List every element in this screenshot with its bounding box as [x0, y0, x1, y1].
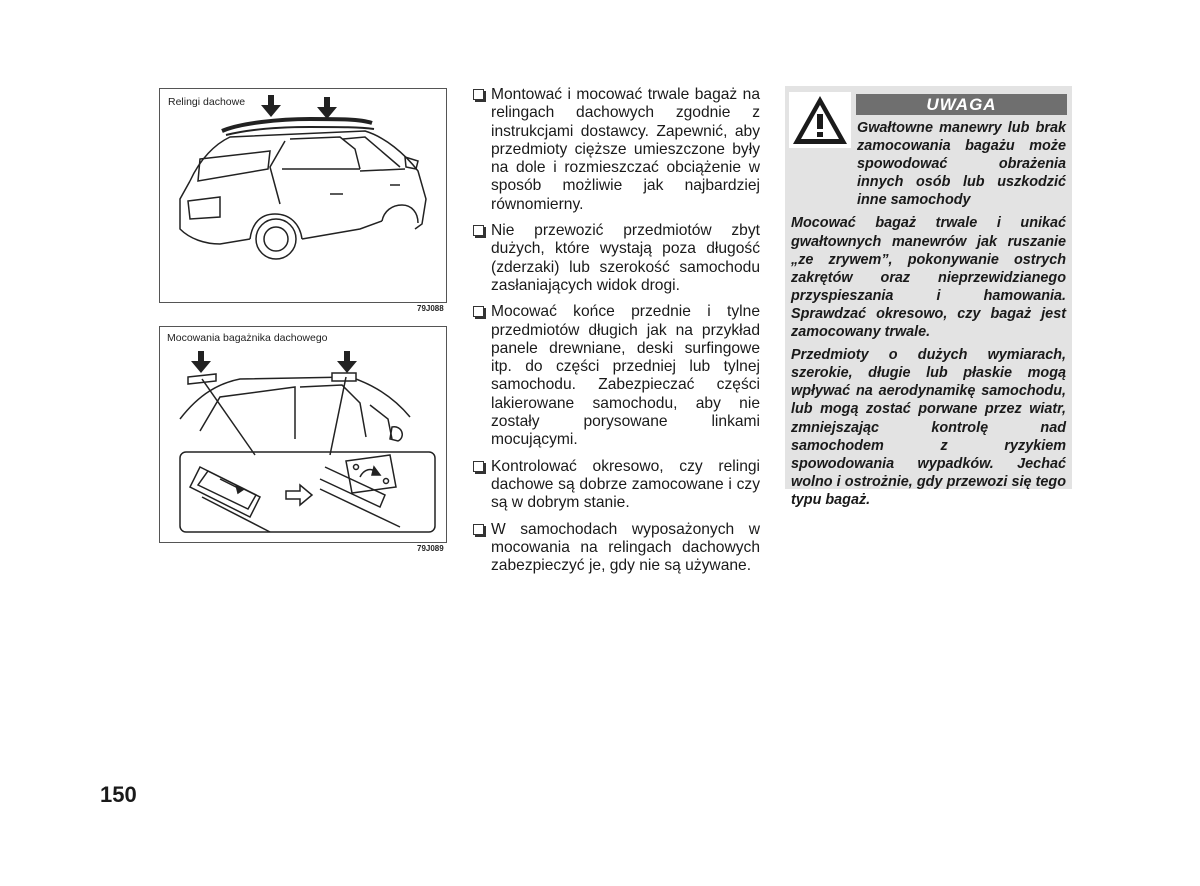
warning-title: UWAGA	[856, 94, 1067, 115]
instructions-list	[472, 86, 760, 583]
figure-roof-rack-mounts	[159, 326, 447, 543]
down-arrow-icon	[261, 95, 337, 119]
figure-caption: Mocowania bagażnika dachowego	[167, 332, 328, 344]
warning-paragraph: Przedmioty o dużych wymiarach, szerokie, długie lub płaskie mogą wpływać na aerodynamikę samochodu, lub mogą zostać porwane przez wiatr, zmniejszając kontrolę nad samochodem z ryzykiem spowodowania wypadków. Jechać wolno i ostrożnie, gdy przewozi się tego typu bagaż.	[791, 347, 1066, 508]
page-number: 150	[100, 782, 137, 807]
checkbox-bullet-icon	[473, 524, 484, 535]
roof-rack-mount-illustration	[160, 327, 446, 542]
warning-paragraph: Gwałtowne manewry lub brak zamocowania bagażu może spowodować obrażenia innych osób lub uszkodzić inne samochody	[857, 120, 1066, 209]
figure-code: 79J089	[417, 544, 444, 553]
figure-caption: Relingi dachowe	[168, 96, 246, 108]
figure-roof-rails	[159, 88, 447, 303]
checkbox-bullet-icon	[473, 225, 484, 236]
down-arrow-icon	[191, 351, 357, 373]
checkbox-bullet-icon	[473, 306, 484, 317]
list-item: Mocować końce przednie i tylne przedmiotów długich jak na przykład panele drewniane, deski surfingowe itp. do części przedniej lub tylnej samochodu. Zabezpieczać części lakierowane samochodu, aby nie zostały porysowane linkami mocującymi.	[472, 303, 760, 449]
warning-paragraph: Mocować bagaż trwale i unikać gwałtownych manewrów jak ruszanie „ze zrywem”, pokonywanie ostrych zakrętów oraz nieprzewidzianego przyspieszania i hamowania. Sprawdzać okresowo, czy bagaż jest zamocowany trwale.	[791, 215, 1066, 341]
list-item: Nie przewozić przedmiotów zbyt dużych, które wystają poza długość (zderzaki) lub szerokość samochodu zasłaniających widok drogi.	[472, 222, 760, 295]
warning-text	[791, 119, 1066, 514]
list-item: Kontrolować okresowo, czy relingi dachowe są dobrze zamocowane i czy są w dobrym stanie.	[472, 458, 760, 513]
car-roof-rails-illustration	[160, 89, 446, 302]
warning-box	[785, 86, 1072, 508]
list-item: W samochodach wyposażonych w mocowania na relingach dachowych zabezpieczyć je, gdy nie są używane.	[472, 521, 760, 576]
list-item: Montować i mocować trwale bagaż na relingach dachowych zgodnie z instrukcjami dostawcy. Zapewnić, aby przedmioty cięższe umieszczone były na dole i rozmieszczać obciążenie w sposób możliwie jak najbardziej równomierny.	[472, 86, 760, 214]
checkbox-bullet-icon	[473, 89, 484, 100]
checkbox-bullet-icon	[473, 461, 484, 472]
figure-code: 79J088	[417, 304, 444, 313]
